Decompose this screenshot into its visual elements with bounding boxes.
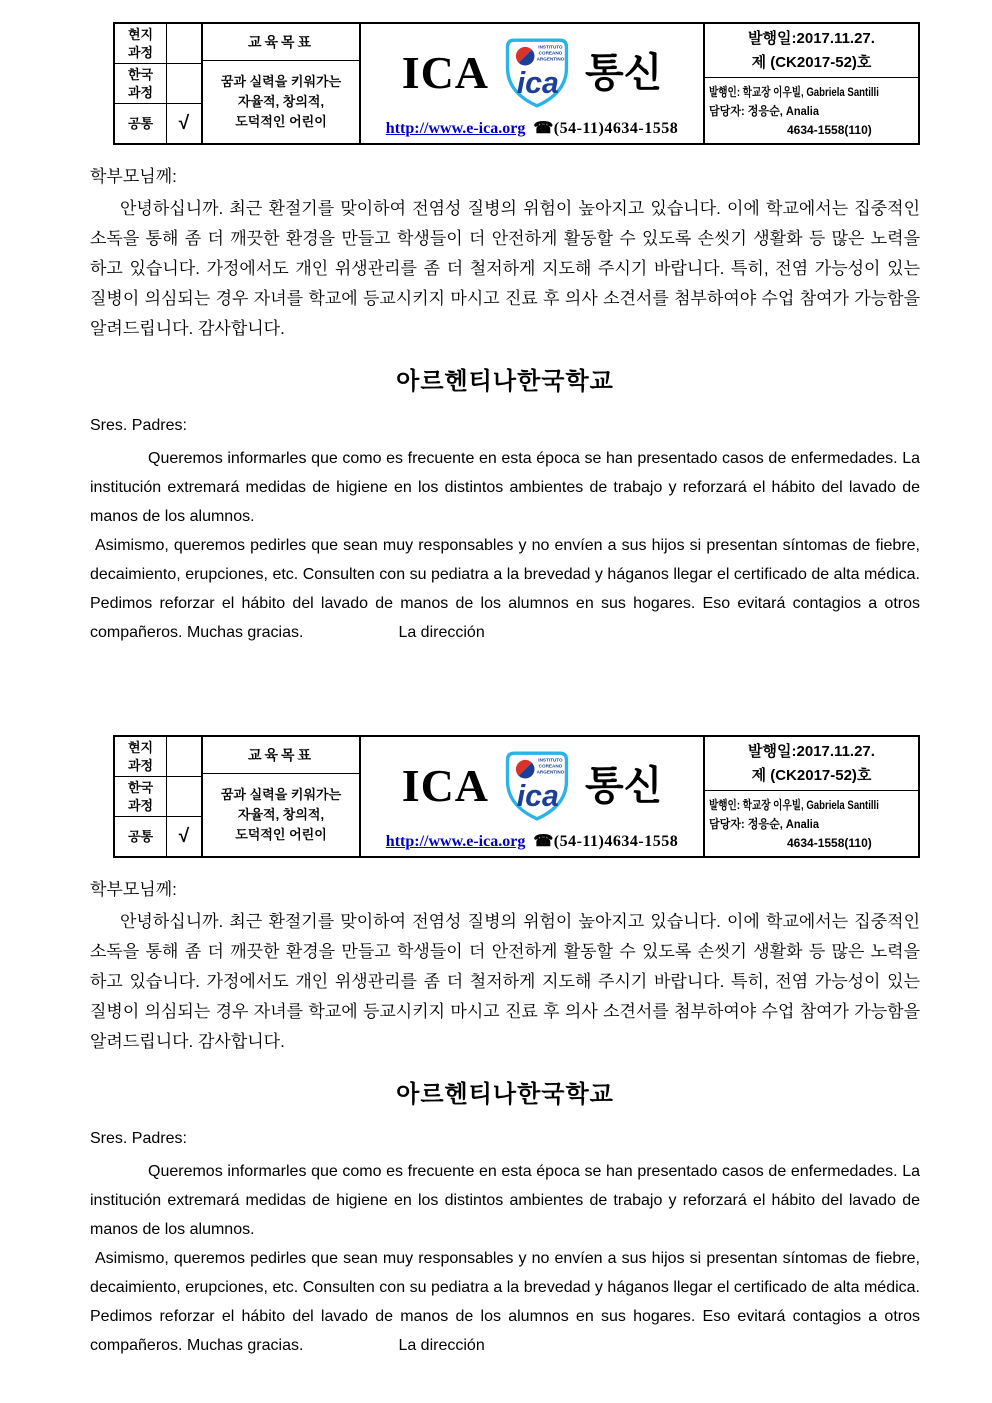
logo-small-text: COREANO [538,49,563,55]
logo-small-text: INSTITUTO [538,44,563,50]
education-goal-title: 교육목표 [203,737,359,774]
course-checkbox-korean [167,64,201,103]
course-label-text: 현지 [127,26,154,42]
logo-monogram: ica [516,66,559,100]
course-label-text: 과정 [127,44,154,60]
paragraph-spanish-1: Queremos informarles que como es frecuente en esta época se han presentado casos de enfermedades. La institución extremará medidas de higiene en los distintos ambientes de trabajo y reforzará el hábito del lavado de manos de los alumnos. [90,1163,920,1238]
logo-small-text: ARGENTINO [536,55,565,61]
header-table [113,22,920,145]
motto-line: 자율적, 창의적, [237,806,325,822]
education-goal-title: 교육목표 [203,24,359,61]
notice-copy-1 [0,22,992,647]
course-label-korean [115,64,167,103]
course-label-text: 공통 [127,115,154,131]
contact-extension: 4634-1558(110) [787,836,872,851]
newsletter-title: 통신 [585,763,663,808]
issue-date-block [705,737,918,791]
manager-line: 담당자: 정응순, Analia [709,817,819,832]
course-row-korean [115,777,201,817]
paragraph-spanish-2 [90,531,920,647]
logo-small-text: ARGENTINO [536,768,565,774]
issue-date: 발행일:2017.11.27. [748,743,875,761]
education-goal-motto [203,774,359,856]
paragraph-spanish-2 [90,1244,920,1360]
course-row-local [115,737,201,777]
course-row-korean [115,64,201,104]
school-name-heading: 아르헨티나한국학교 [396,368,614,395]
issue-number: 제 (CK2017-52)호 [751,53,872,71]
issue-date: 발행일:2017.11.27. [748,30,875,48]
issue-info-cell [705,737,918,856]
header-table [113,735,920,858]
masthead-contact-row [386,831,678,851]
website-link[interactable]: http://www.e-ica.org [385,120,526,137]
paragraph-spanish-2-text: Asimismo, queremos pedirles que sean muy responsables y no envíen a sus hijos si presentan síntomas de fiebre, decaimiento, erupciones, etc. Consulten con su pediatra a la brevedad y háganos llegar el certificado de alta médica. Pedimos reforzar el hábito del lavado de manos de los alumnos en sus hogares. Eso evitará contagios a otros compañeros. Muchas gracias. [90,537,920,641]
course-label-text: 현지 [127,739,154,755]
website-link[interactable]: http://www.e-ica.org [385,833,526,850]
signature-la-direccion: La dirección [398,624,485,641]
issue-number: 제 (CK2017-52)호 [751,766,872,784]
course-track-table [115,737,203,856]
masthead-cell [361,24,705,143]
course-track-table [115,24,203,143]
education-goal-cell [203,737,361,856]
masthead-contact-row [386,118,678,138]
course-row-common [115,817,201,856]
phone-number: ☎(54-11)4634-1558 [533,833,679,850]
course-label-text: 과정 [127,797,154,813]
motto-line: 도덕적인 어린이 [235,827,327,843]
ica-shield-logo-icon [505,37,569,109]
course-checkbox-local [167,737,201,776]
course-label-korean [115,777,167,816]
salutation-spanish: Sres. Padres: [90,1130,187,1147]
masthead-title-row [402,740,663,831]
paragraph-korean: 안녕하십니까. 최근 환절기를 맞이하여 전염성 질병의 위험이 높아지고 있습니다. 이에 학교에서는 집중적인 소독을 통해 좀 더 깨끗한 환경을 만들고 학생들이 더 안전하게 활동할 수 있도록 손씻기 생활화 등 많은 노력을 하고 있습니다. 가정에서도 개인 위생관리를 좀 더 철저하게 지도해 주시기 바랍니다. 특히, 전염 가능성이 있는 질병이 의심되는 경우 자녀를 학교에 등교시키지 마시고 진료 후 의사 소견서를 첨부하여야 수업 참여가 가능함을 알려드립니다. 감사합니다. [90,912,920,1051]
publisher-line: 발행인: 학교장 이우빌, Gabriela Santilli [709,798,879,812]
logo-small-text: INSTITUTO [538,757,563,763]
paragraph-korean: 안녕하십니까. 최근 환절기를 맞이하여 전염성 질병의 위험이 높아지고 있습니다. 이에 학교에서는 집중적인 소독을 통해 좀 더 깨끗한 환경을 만들고 학생들이 더 안전하게 활동할 수 있도록 손씻기 생활화 등 많은 노력을 하고 있습니다. 가정에서도 개인 위생관리를 좀 더 철저하게 지도해 주시기 바랍니다. 특히, 전염 가능성이 있는 질병이 의심되는 경우 자녀를 학교에 등교시키지 마시고 진료 후 의사 소견서를 첨부하여야 수업 참여가 가능함을 알려드립니다. 감사합니다. [90,199,920,338]
course-label-local [115,24,167,63]
course-row-common [115,104,201,143]
course-label-text: 과정 [127,757,154,773]
paragraph-spanish-1: Queremos informarles que como es frecuente en esta época se han presentado casos de enfermedades. La institución extremará medidas de higiene en los distintos ambientes de trabajo y reforzará el hábito del lavado de manos de los alumnos. [90,450,920,525]
ica-wordmark: ICA [401,46,490,98]
salutation-korean: 학부모님께: [90,880,177,899]
masthead-cell [361,737,705,856]
issue-date-block [705,24,918,78]
education-goal-cell [203,24,361,143]
salutation-spanish: Sres. Padres: [90,417,187,434]
course-label-common [115,817,167,856]
course-checkbox-korean [167,777,201,816]
course-label-common [115,104,167,143]
course-label-text: 공통 [127,828,154,844]
letter-body [90,162,920,647]
issue-staff-block [705,791,918,856]
letter-body [90,875,920,1360]
motto-line: 꿈과 실력을 키워가는 [220,73,342,89]
logo-small-text: COREANO [538,762,563,768]
school-name-heading: 아르헨티나한국학교 [396,1081,614,1108]
paragraph-spanish-2-text: Asimismo, queremos pedirles que sean muy responsables y no envíen a sus hijos si presentan síntomas de fiebre, decaimiento, erupciones, etc. Consulten con su pediatra a la brevedad y háganos llegar el certificado de alta médica. Pedimos reforzar el hábito del lavado de manos de los alumnos en sus hogares. Eso evitará contagios a otros compañeros. Muchas gracias. [90,1250,920,1354]
course-label-local [115,737,167,776]
issue-staff-block [705,78,918,143]
ica-wordmark: ICA [401,759,490,811]
course-checkmark: √ [178,825,190,847]
education-goal-motto [203,61,359,143]
salutation-korean: 학부모님께: [90,167,177,186]
newsletter-title: 통신 [585,50,663,95]
motto-line: 꿈과 실력을 키워가는 [220,786,342,802]
issue-info-cell [705,24,918,143]
motto-line: 자율적, 창의적, [237,93,325,109]
masthead-title-row [402,27,663,118]
course-label-text: 한국 [127,66,154,82]
manager-line: 담당자: 정응순, Analia [709,104,819,119]
publisher-line: 발행인: 학교장 이우빌, Gabriela Santilli [709,85,879,99]
phone-number: ☎(54-11)4634-1558 [533,120,679,137]
ica-shield-logo-icon [505,750,569,822]
signature-la-direccion: La dirección [398,1337,485,1354]
logo-monogram: ica [516,779,559,813]
course-checkmark: √ [178,112,190,134]
course-row-local [115,24,201,64]
contact-extension: 4634-1558(110) [787,123,872,138]
course-label-text: 한국 [127,779,154,795]
motto-line: 도덕적인 어린이 [235,114,327,130]
course-label-text: 과정 [127,84,154,100]
notice-copy-2 [0,735,992,1360]
course-checkbox-local [167,24,201,63]
